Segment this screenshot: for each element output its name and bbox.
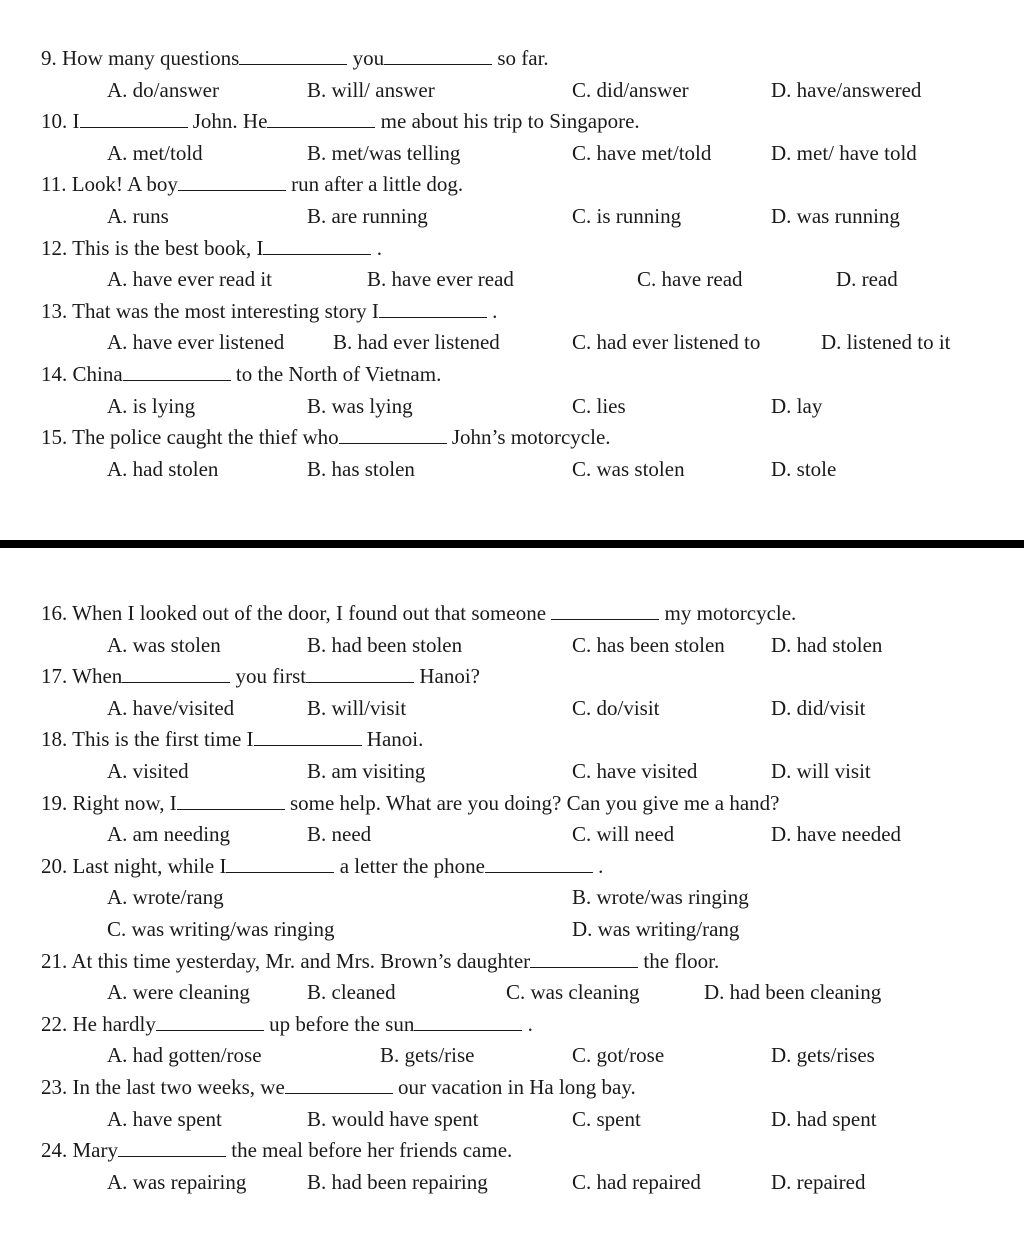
answer-blank xyxy=(384,47,492,65)
answer-option[interactable]: C. lies xyxy=(572,393,626,418)
answer-option[interactable]: C. have read xyxy=(637,267,743,292)
answer-option[interactable]: C. have visited xyxy=(572,759,698,783)
question-text: China xyxy=(72,362,123,386)
answer-option[interactable]: B. will/ answer xyxy=(307,77,435,102)
answer-option[interactable]: C. do/visit xyxy=(572,695,660,720)
answer-option[interactable]: D. met/ have told xyxy=(771,140,917,165)
question-text: . xyxy=(527,1011,533,1036)
answer-option[interactable]: B. am visiting xyxy=(307,759,426,783)
question-stem xyxy=(41,299,497,323)
question-text: so far. xyxy=(497,46,549,70)
question-text: This is the best book, I xyxy=(72,235,264,260)
question-text: How many questions xyxy=(62,46,240,70)
answer-option[interactable]: B. had been repairing xyxy=(307,1169,488,1194)
answer-blank xyxy=(379,300,487,318)
question-text: That was the most interesting story I xyxy=(72,298,379,323)
question-text: some help. What are you doing? Can you give me a hand? xyxy=(289,790,780,815)
answer-option[interactable]: B. met/was telling xyxy=(307,140,461,165)
answer-blank xyxy=(80,110,188,128)
answer-blank xyxy=(339,426,447,444)
question-text: Hanoi. xyxy=(366,727,424,752)
question-text: the meal before her friends came. xyxy=(231,1138,513,1163)
question-number: 15. xyxy=(41,425,73,450)
answer-option[interactable]: A. visited xyxy=(107,759,189,783)
answer-option[interactable]: B. had ever listened xyxy=(333,330,500,355)
question-stem xyxy=(41,854,603,878)
question-number: 20. xyxy=(41,853,73,878)
question-stem xyxy=(41,109,640,133)
section-divider xyxy=(0,540,1024,548)
answer-option[interactable]: D. was running xyxy=(771,204,900,228)
question-number: 13. xyxy=(41,298,73,323)
answer-option[interactable]: D. lay xyxy=(771,393,823,418)
answer-option[interactable]: D. had stolen xyxy=(771,632,883,657)
question-stem xyxy=(41,1075,636,1099)
question-stem xyxy=(41,727,423,751)
question-text: John’s motorcycle. xyxy=(451,425,611,450)
answer-option[interactable]: A. wrote/rang xyxy=(107,885,224,910)
answer-blank xyxy=(485,855,593,873)
answer-option[interactable]: C. has been stolen xyxy=(572,632,725,657)
question-text: He hardly xyxy=(72,1011,156,1036)
question-stem xyxy=(41,664,480,688)
answer-option[interactable]: A. have ever listened xyxy=(107,330,285,355)
answer-option[interactable]: A. was repairing xyxy=(107,1169,247,1194)
question-stem xyxy=(41,791,779,815)
answer-option[interactable]: A. had gotten/rose xyxy=(107,1043,262,1068)
answer-option[interactable]: C. had repaired xyxy=(572,1169,701,1194)
question-stem xyxy=(41,236,382,260)
answer-option[interactable]: B. was lying xyxy=(307,393,413,418)
question-number: 14. xyxy=(41,362,73,386)
question-text: you first xyxy=(235,664,307,689)
answer-option[interactable]: D. read xyxy=(836,267,898,292)
question-stem xyxy=(41,46,549,70)
question-stem xyxy=(41,1012,533,1036)
answer-option[interactable]: C. spent xyxy=(572,1106,641,1131)
question-text: This is the first time I xyxy=(72,727,254,752)
question-text: to the North of Vietnam. xyxy=(235,362,442,386)
answer-blank xyxy=(239,47,347,65)
question-text: When xyxy=(72,664,123,689)
question-stem xyxy=(41,949,719,973)
answer-blank xyxy=(263,237,371,255)
question-text: In the last two weeks, we xyxy=(72,1075,285,1099)
answer-option[interactable]: C. have met/told xyxy=(572,140,712,165)
answer-option[interactable]: C. will need xyxy=(572,822,675,847)
answer-option[interactable]: D. have/answered xyxy=(771,77,922,102)
question-number: 22. xyxy=(41,1011,73,1036)
answer-blank xyxy=(285,1076,393,1094)
question-text: Last night, while I xyxy=(72,853,227,878)
answer-option[interactable]: A. is lying xyxy=(107,393,196,418)
answer-blank xyxy=(178,173,286,191)
question-text: I xyxy=(72,109,80,134)
answer-option[interactable]: A. do/answer xyxy=(107,77,219,102)
question-text: . xyxy=(492,298,498,323)
answer-option[interactable]: D. did/visit xyxy=(771,695,866,720)
answer-option[interactable]: A. was stolen xyxy=(107,632,221,657)
answer-option[interactable]: D. was writing/rang xyxy=(572,917,740,941)
answer-option[interactable]: D. will visit xyxy=(771,759,871,783)
answer-option[interactable]: A. met/told xyxy=(107,140,203,165)
answer-option[interactable]: B. would have spent xyxy=(307,1106,479,1131)
answer-option[interactable]: A. have ever read it xyxy=(107,267,272,292)
answer-option[interactable]: C. did/answer xyxy=(572,77,689,102)
question-number: 24. xyxy=(41,1138,73,1163)
answer-option[interactable]: C. is running xyxy=(572,204,682,228)
answer-option[interactable]: B. will/visit xyxy=(307,695,407,720)
question-text: the floor. xyxy=(643,948,720,973)
question-text: Look! A boy xyxy=(71,172,178,197)
answer-option[interactable]: B. had been stolen xyxy=(307,632,463,657)
question-text: The police caught the thief who xyxy=(72,425,339,450)
answer-option[interactable]: D. listened to it xyxy=(821,330,951,355)
answer-option[interactable]: A. runs xyxy=(107,204,169,228)
answer-option[interactable]: C. got/rose xyxy=(572,1043,665,1068)
question-number: 21. xyxy=(41,948,72,973)
question-number: 23. xyxy=(41,1075,73,1099)
answer-option[interactable]: C. was stolen xyxy=(572,456,685,481)
answer-option[interactable]: B. gets/rise xyxy=(380,1043,475,1068)
answer-blank xyxy=(530,950,638,968)
question-text: John. He xyxy=(192,109,268,134)
question-text: When I looked out of the door, I found out that someone xyxy=(72,601,552,625)
question-text: up before the sun xyxy=(269,1011,415,1036)
question-number: 19. xyxy=(41,790,73,815)
answer-option[interactable]: B. are running xyxy=(307,204,428,228)
question-text: Right now, I xyxy=(72,790,177,815)
question-text: me about his trip to Singapore. xyxy=(380,109,640,134)
question-text: my motorcycle. xyxy=(664,601,797,625)
answer-option[interactable]: A. have spent xyxy=(107,1106,222,1131)
answer-option[interactable]: A. have/visited xyxy=(107,695,235,720)
question-number: 17. xyxy=(41,664,73,689)
answer-option[interactable]: B. have ever read xyxy=(367,267,514,292)
answer-blank xyxy=(226,855,334,873)
answer-option[interactable]: D. stole xyxy=(771,456,837,481)
answer-option[interactable]: B. need xyxy=(307,822,372,847)
question-stem xyxy=(41,362,441,386)
answer-option[interactable]: D. had been cleaning xyxy=(704,980,882,1005)
question-number: 18. xyxy=(41,727,73,752)
answer-blank xyxy=(156,1013,264,1031)
question-text: run after a little dog. xyxy=(291,172,464,197)
answer-option[interactable]: B. has stolen xyxy=(307,456,415,481)
answer-option[interactable]: C. was writing/was ringing xyxy=(107,917,335,941)
question-stem xyxy=(41,601,796,625)
answer-blank xyxy=(551,602,659,620)
answer-blank xyxy=(177,792,285,810)
question-text: At this time yesterday, Mr. and Mrs. Brown’s daughter xyxy=(71,948,531,973)
question-stem xyxy=(41,425,611,449)
question-text: you xyxy=(352,46,385,70)
answer-option[interactable]: B. cleaned xyxy=(307,980,396,1005)
question-number: 11. xyxy=(41,172,72,197)
answer-option[interactable]: B. wrote/was ringing xyxy=(572,885,749,910)
question-text: a letter the phone xyxy=(339,853,485,878)
answer-option[interactable]: D. have needed xyxy=(771,822,902,847)
question-number: 16. xyxy=(41,601,73,625)
answer-option[interactable]: A. were cleaning xyxy=(107,980,250,1005)
question-text: Mary xyxy=(72,1138,118,1163)
question-number: 9. xyxy=(41,46,62,70)
answer-option[interactable]: A. had stolen xyxy=(107,456,219,481)
answer-option[interactable]: C. had ever listened to xyxy=(572,330,761,355)
answer-blank xyxy=(123,363,231,381)
answer-blank xyxy=(414,1013,522,1031)
answer-option[interactable]: D. had spent xyxy=(771,1106,877,1131)
answer-blank xyxy=(254,728,362,746)
question-number: 12. xyxy=(41,235,73,260)
question-text: Hanoi? xyxy=(419,664,481,689)
answer-blank xyxy=(306,665,414,683)
answer-option[interactable]: D. gets/rises xyxy=(771,1043,875,1068)
question-stem xyxy=(41,1138,512,1162)
answer-blank xyxy=(267,110,375,128)
question-number: 10. xyxy=(41,109,73,134)
question-text: . xyxy=(376,235,382,260)
answer-blank xyxy=(122,665,230,683)
answer-option[interactable]: A. am needing xyxy=(107,822,231,847)
answer-blank xyxy=(118,1139,226,1157)
answer-option[interactable]: C. was cleaning xyxy=(506,980,640,1005)
question-stem xyxy=(41,172,463,196)
answer-option[interactable]: D. repaired xyxy=(771,1169,866,1194)
question-text: our vacation in Ha long bay. xyxy=(398,1075,636,1099)
question-text: . xyxy=(598,853,604,878)
